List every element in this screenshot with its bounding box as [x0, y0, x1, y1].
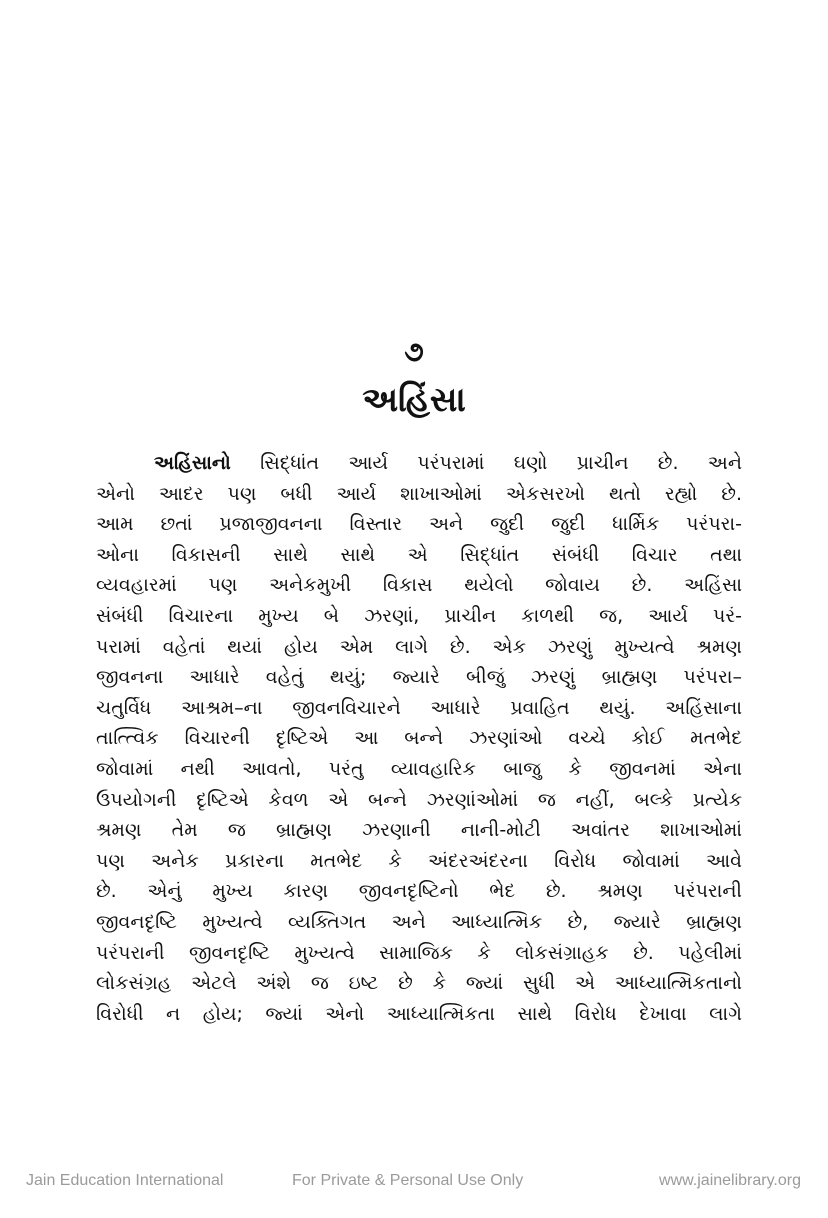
paragraph-lead-word: અહિંસાનો	[154, 452, 231, 474]
paragraph-line: તાત્ત્વિક વિચારની દૃષ્ટિએ આ બન્ને ઝરણાંઓ વચ્ચે કોઈ મતભેદ	[96, 727, 742, 750]
paragraph-line: જીવનદૃષ્ટિ મુખ્યત્વે વ્યક્તિગત અને આધ્યાત્મિક છે, જ્યારે બ્રાહ્મણ	[96, 910, 742, 933]
paragraph-line: જોવામાં નથી આવતો, પરંતુ વ્યાવહારિક બાજુ કે જીવનમાં એના	[96, 757, 742, 780]
footer-usage-notice: For Private & Personal Use Only	[292, 1172, 524, 1189]
paragraph-line: વિરોધી ન હોય; જ્યાં એનો આધ્યાત્મિકતા સાથે વિરોધ દેખાવા લાગે	[96, 1002, 742, 1025]
paragraph-line: પરંપરાની જીવનદૃષ્ટિ મુખ્યત્વે સામાજિક કે લોકસંગ્રાહક છે. પહેલીમાં	[96, 941, 742, 964]
paragraph-line: જીવનના આધારે વહેતું થયું; જ્યારે બીજું ઝરણું બ્રાહ્મણ પરંપરા–	[96, 666, 742, 689]
paragraph-line: પરામાં વહેતાં થયાં હોય એમ લાગે છે. એક ઝરણું મુખ્યત્વે શ્રમણ	[96, 635, 742, 658]
chapter-title: અહિંસા	[362, 380, 466, 420]
paragraph-line: ઉપયોગની દૃષ્ટિએ કેવળ એ બન્ને ઝરણાંઓમાં જ નહીં, બલ્કે પ્રત્યેક	[96, 788, 742, 811]
footer	[0, 1172, 828, 1196]
paragraph-line: લોકસંગ્રહ એટલે અંશે જ ઇષ્ટ છે કે જ્યાં સુધી એ આધ્યાત્મિકતાનો	[96, 972, 742, 995]
footer-website: www.jainelibrary.org	[659, 1172, 801, 1189]
paragraph-line: છે. એનું મુખ્ય કારણ જીવનદૃષ્ટિનો ભેદ છે. શ્રમણ પરંપરાની	[96, 880, 742, 903]
chapter-number: ૭	[404, 335, 424, 368]
paragraph-line: વ્યવહારમાં પણ અનેકમુખી વિકાસ થયેલો જોવાય છે. અહિંસા	[96, 574, 742, 597]
paragraph-line	[96, 448, 742, 479]
paragraph-line: સંબંધી વિચારના મુખ્ય બે ઝરણાં, પ્રાચીન કાળથી જ, આર્ય પરં-	[96, 604, 742, 627]
paragraph-line: ચતુર્વિધ આશ્રમ–ના જીવનવિચારને આધારે પ્રવાહિત થયું. અહિંસાના	[96, 696, 742, 719]
paragraph-line: ઓના વિકાસની સાથે સાથે એ સિદ્ધાંત સંબંધી વિચાર તથા	[96, 543, 742, 566]
paragraph-line: પણ અનેક પ્રકારના મતભેદ કે અંદરઅંદરના વિરોધ જોવામાં આવે	[96, 849, 742, 872]
paragraph-line: આમ છતાં પ્રજાજીવનના વિસ્તાર અને જુદી જુદી ધાર્મિક પરંપરા-	[96, 513, 742, 536]
paragraph-line: શ્રમણ તેમ જ બ્રાહ્મણ ઝરણાની નાની-મોટી અવાંતર શાખાઓમાં	[96, 819, 742, 842]
paragraph-line-text: સિદ્ધાંત આર્ય પરંપરામાં ઘણો પ્રાચીન છે. અને	[230, 452, 742, 474]
body-paragraph	[96, 448, 742, 1029]
footer-publisher: Jain Education International	[26, 1172, 224, 1189]
paragraph-line: એનો આદર પણ બધી આર્ય શાખાઓમાં એકસરખો થતો રહ્યો છે.	[96, 482, 742, 505]
